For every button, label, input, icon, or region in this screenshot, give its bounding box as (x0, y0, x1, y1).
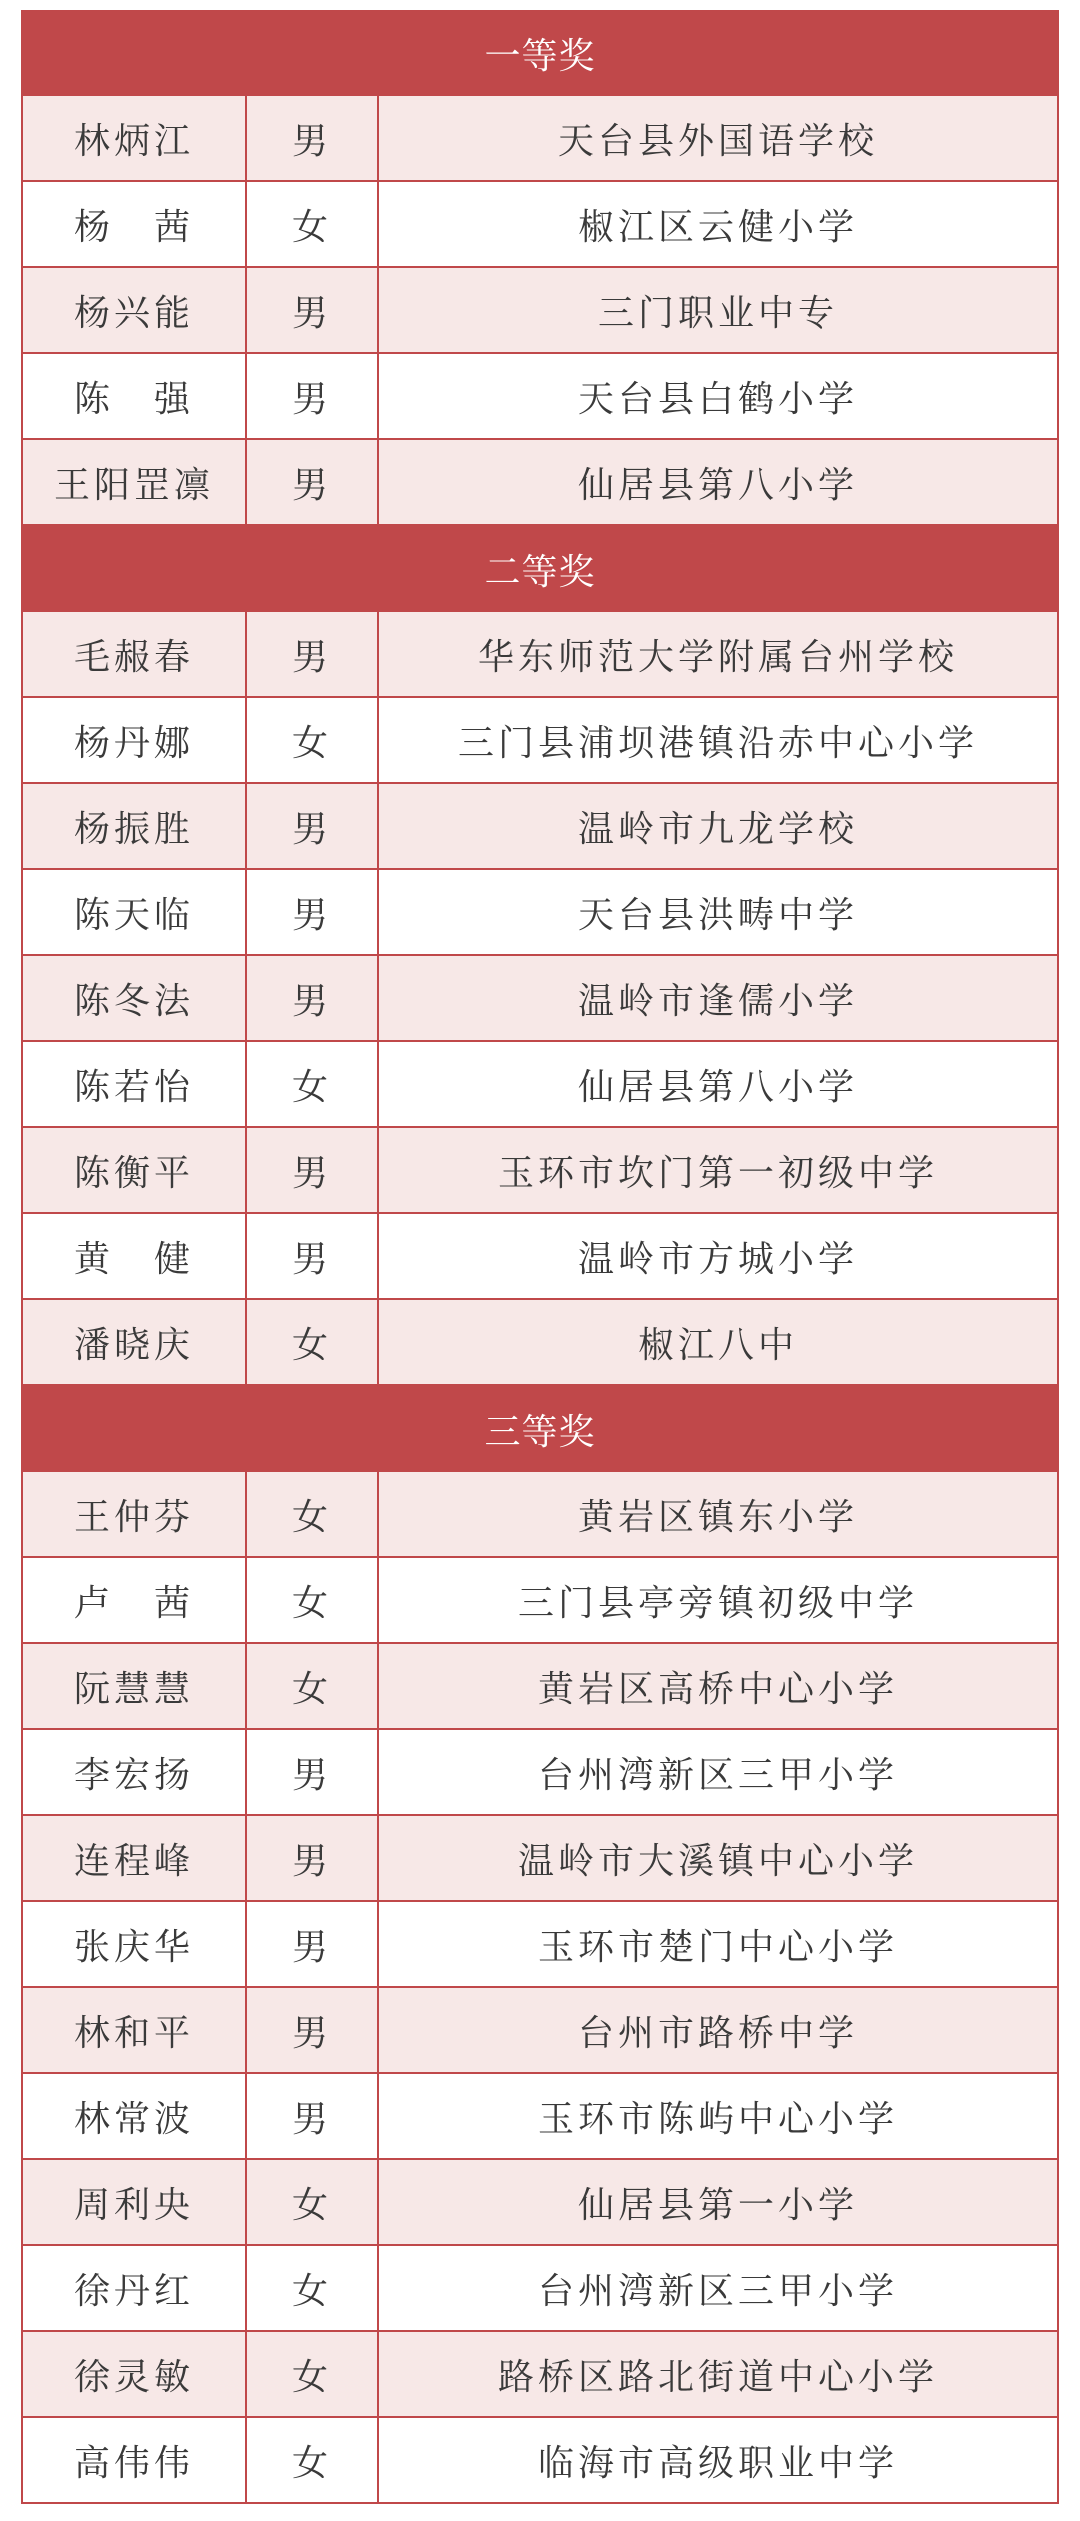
school-cell: 天台县白鹤小学 (577, 378, 858, 420)
gender-cell: 男 (247, 96, 379, 180)
table-row (21, 1558, 1059, 1644)
gender-cell: 男 (247, 956, 379, 1040)
table-row (21, 1300, 1059, 1386)
school-cell: 天台县洪畴中学 (577, 894, 858, 936)
table-row (21, 440, 1059, 526)
gender-cell: 女 (247, 2246, 379, 2330)
school-cell: 黄岩区镇东小学 (577, 1496, 858, 1538)
gender-cell: 男 (247, 1730, 379, 1814)
school-cell: 玉环市坎门第一初级中学 (497, 1152, 938, 1194)
school-cell: 三门县亭旁镇初级中学 (517, 1582, 918, 1624)
name-cell: 黄 健 (23, 1214, 247, 1298)
name-cell: 徐灵敏 (23, 2332, 247, 2416)
gender-cell: 男 (247, 1214, 379, 1298)
name-cell: 陈天临 (23, 870, 247, 954)
gender-cell: 男 (247, 784, 379, 868)
school-cell: 温岭市九龙学校 (577, 808, 858, 850)
table-row (21, 698, 1059, 784)
name-cell: 林炳江 (23, 96, 247, 180)
school-cell: 仙居县第一小学 (577, 2184, 858, 2226)
school-cell: 椒江区云健小学 (577, 206, 858, 248)
gender-cell: 女 (247, 1042, 379, 1126)
name-cell: 林和平 (23, 1988, 247, 2072)
gender-cell: 女 (247, 698, 379, 782)
name-cell: 卢 茜 (23, 1558, 247, 1642)
name-cell: 杨兴能 (23, 268, 247, 352)
name-cell: 陈若怡 (23, 1042, 247, 1126)
school-cell: 椒江八中 (637, 1324, 798, 1366)
table-row (21, 1816, 1059, 1902)
gender-cell: 男 (247, 612, 379, 696)
table-row (21, 612, 1059, 698)
section-header: 一等奖 (21, 10, 1059, 96)
school-cell: 天台县外国语学校 (557, 120, 878, 162)
school-cell: 温岭市方城小学 (577, 1238, 858, 1280)
school-cell: 三门职业中专 (597, 292, 838, 334)
gender-cell: 男 (247, 1816, 379, 1900)
name-cell: 潘晓庆 (23, 1300, 247, 1384)
name-cell: 张庆华 (23, 1902, 247, 1986)
table-row (21, 1988, 1059, 2074)
name-cell: 连程峰 (23, 1816, 247, 1900)
gender-cell: 男 (247, 440, 379, 524)
table-row (21, 1128, 1059, 1214)
table-row (21, 1214, 1059, 1300)
gender-cell: 女 (247, 1472, 379, 1556)
gender-cell: 男 (247, 1902, 379, 1986)
table-row (21, 1902, 1059, 1988)
name-cell: 高伟伟 (23, 2418, 247, 2502)
table-row (21, 268, 1059, 354)
gender-cell: 男 (247, 268, 379, 352)
school-cell: 临海市高级职业中学 (537, 2442, 898, 2484)
table-row (21, 2074, 1059, 2160)
name-cell: 王阳罡凛 (23, 440, 247, 524)
section-header: 三等奖 (21, 1386, 1059, 1472)
name-cell: 杨振胜 (23, 784, 247, 868)
award-table (21, 10, 1059, 2504)
table-row (21, 956, 1059, 1042)
gender-cell: 女 (247, 2160, 379, 2244)
gender-cell: 女 (247, 182, 379, 266)
table-row (21, 870, 1059, 956)
school-cell: 黄岩区高桥中心小学 (537, 1668, 898, 1710)
name-cell: 李宏扬 (23, 1730, 247, 1814)
name-cell: 杨 茜 (23, 182, 247, 266)
name-cell: 王仲芬 (23, 1472, 247, 1556)
gender-cell: 男 (247, 1988, 379, 2072)
table-row (21, 354, 1059, 440)
gender-cell: 女 (247, 1558, 379, 1642)
school-cell: 温岭市逢儒小学 (577, 980, 858, 1022)
table-row (21, 96, 1059, 182)
table-row (21, 1644, 1059, 1730)
gender-cell: 女 (247, 1644, 379, 1728)
gender-cell: 女 (247, 1300, 379, 1384)
table-row (21, 182, 1059, 268)
table-row (21, 2332, 1059, 2418)
name-cell: 阮慧慧 (23, 1644, 247, 1728)
name-cell: 陈 强 (23, 354, 247, 438)
name-cell: 陈冬法 (23, 956, 247, 1040)
table-row (21, 2418, 1059, 2504)
gender-cell: 女 (247, 2332, 379, 2416)
name-cell: 杨丹娜 (23, 698, 247, 782)
gender-cell: 男 (247, 1128, 379, 1212)
table-row (21, 784, 1059, 870)
table-row (21, 2246, 1059, 2332)
section-header: 二等奖 (21, 526, 1059, 612)
name-cell: 陈衡平 (23, 1128, 247, 1212)
school-cell: 华东师范大学附属台州学校 (477, 636, 958, 678)
school-cell: 台州市路桥中学 (577, 2012, 858, 2054)
name-cell: 周利央 (23, 2160, 247, 2244)
school-cell: 仙居县第八小学 (577, 1066, 858, 1108)
school-cell: 玉环市陈屿中心小学 (537, 2098, 898, 2140)
school-cell: 台州湾新区三甲小学 (537, 2270, 898, 2312)
gender-cell: 男 (247, 870, 379, 954)
school-cell: 路桥区路北街道中心小学 (497, 2356, 938, 2398)
gender-cell: 女 (247, 2418, 379, 2502)
school-cell: 台州湾新区三甲小学 (537, 1754, 898, 1796)
school-cell: 温岭市大溪镇中心小学 (517, 1840, 918, 1882)
name-cell: 毛赧春 (23, 612, 247, 696)
school-cell: 玉环市楚门中心小学 (537, 1926, 898, 1968)
name-cell: 林常波 (23, 2074, 247, 2158)
school-cell: 三门县浦坝港镇沿赤中心小学 (457, 722, 978, 764)
table-row (21, 1042, 1059, 1128)
school-cell: 仙居县第八小学 (577, 464, 858, 506)
table-row (21, 1472, 1059, 1558)
gender-cell: 男 (247, 2074, 379, 2158)
table-row (21, 1730, 1059, 1816)
table-row (21, 2160, 1059, 2246)
gender-cell: 男 (247, 354, 379, 438)
name-cell: 徐丹红 (23, 2246, 247, 2330)
